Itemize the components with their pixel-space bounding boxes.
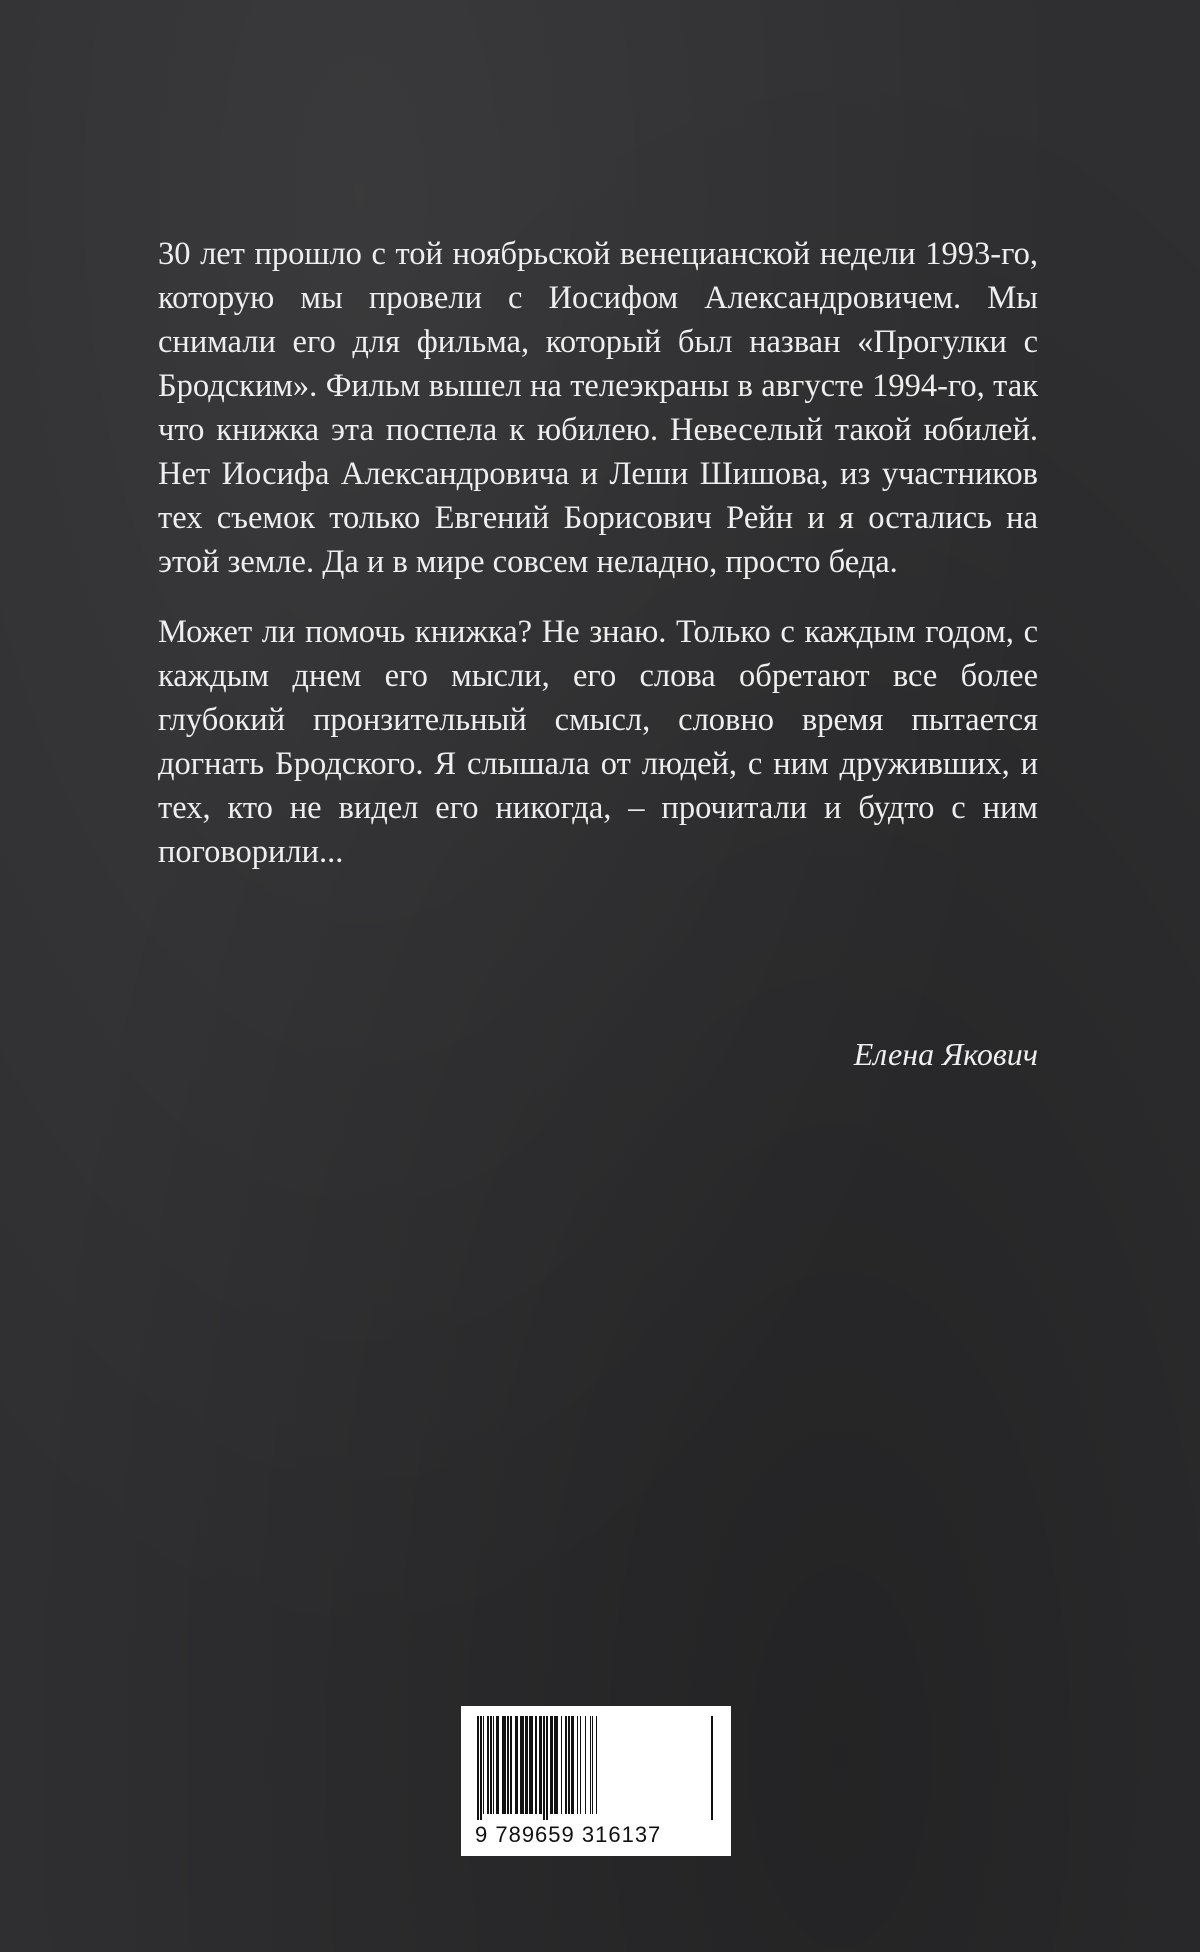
barcode-bar (590, 1716, 591, 1814)
barcode-bar (487, 1716, 489, 1814)
barcode-bar (565, 1716, 567, 1814)
barcode-bar (561, 1716, 562, 1814)
barcode-bar (496, 1716, 499, 1814)
barcode-bar (550, 1716, 553, 1814)
barcode-bar (502, 1716, 506, 1814)
barcode-bar (543, 1716, 545, 1820)
barcode-bar (510, 1716, 512, 1814)
barcode-bar (529, 1716, 533, 1814)
barcode-bar (580, 1716, 581, 1814)
author-signature: Елена Якович (853, 1036, 1038, 1072)
barcode-bar (711, 1716, 713, 1820)
isbn-barcode (461, 1706, 731, 1856)
barcode-bar (535, 1716, 537, 1814)
annotation-text (158, 232, 1038, 900)
barcode-bar (585, 1716, 586, 1814)
barcode-number: 9 789659 316137 (475, 1822, 662, 1847)
barcode-bar (477, 1716, 479, 1820)
barcode-bar (539, 1716, 542, 1814)
barcode-bar (592, 1716, 593, 1814)
barcode-bar (568, 1716, 570, 1814)
barcode-bar (515, 1716, 518, 1814)
barcode-bar (546, 1716, 548, 1820)
barcode-bar (520, 1716, 524, 1814)
barcode-bar (571, 1716, 574, 1814)
barcode-bar (554, 1716, 558, 1814)
barcode-bar (480, 1716, 482, 1820)
barcode-bar (490, 1716, 492, 1814)
annotation-paragraph-2: Может ли помочь книжка? Не знаю. Только с каждым годом, с каждым днем его мысли, его слова обретают все более глубокий пронзительный смысл, словно время пытается догнать Бродского. Я слышала от людей, с ним друживших, и тех, кто не видел его никогда, – прочитали и будто с ним поговорили... (158, 614, 1038, 870)
annotation-paragraph-1: 30 лет прошло с той ноябрьской венецианской недели 1993-го, которую мы провели с Иосифом Александровичем. Мы снимали его для фильма, который был назван «Прогулки с Бродским». Фильм вышел на телеэкраны в августе 1994-го, так что книжка эта поспела к юбилею. Невеселый такой юбилей. Нет Иосифа Александровича и Леши Шишова, из участников тех съемок только Евгений Борисович Рейн и я остались на этой земле. Да и в мире совсем неладно, просто беда. (158, 236, 1038, 580)
barcode-bar (507, 1716, 509, 1814)
barcode-bars (475, 1716, 717, 1820)
barcode-bar (577, 1716, 578, 1814)
barcode-bar (525, 1716, 528, 1814)
barcode-bar (483, 1716, 484, 1814)
barcode-bar (493, 1716, 494, 1814)
barcode-bar (596, 1716, 597, 1814)
